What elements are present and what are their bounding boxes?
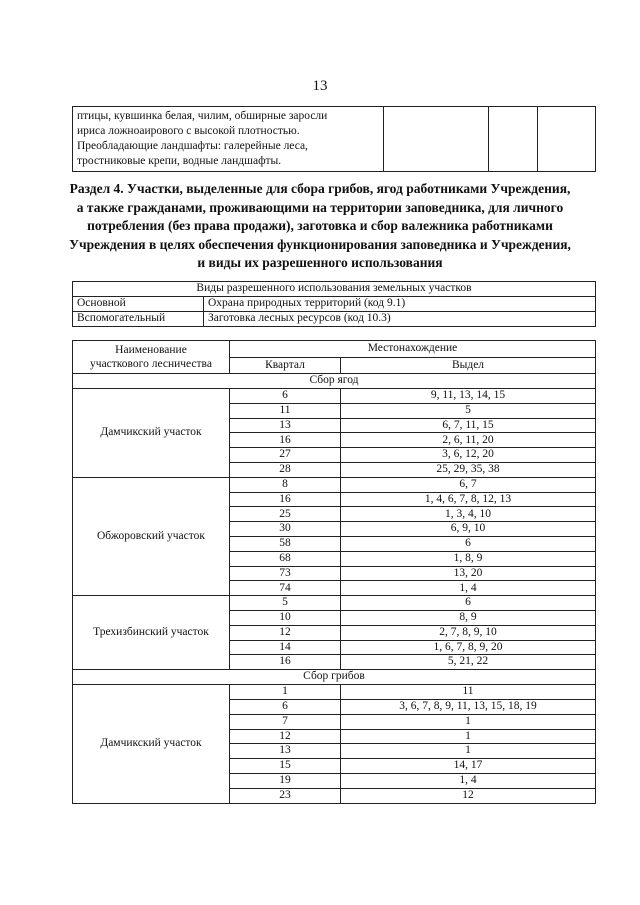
locations-table bbox=[72, 340, 596, 804]
vydel-cell: 1, 4 bbox=[341, 581, 596, 596]
header-name bbox=[73, 341, 230, 374]
vydel-cell: 1, 4 bbox=[341, 773, 596, 788]
forestry-area-name: Трехизбинский участок bbox=[73, 596, 230, 670]
vydel-cell: 9, 11, 13, 14, 15 bbox=[341, 389, 596, 404]
description-line: Преобладающие ландшафты: галерейные леса, bbox=[77, 140, 308, 152]
kvartal-cell: 13 bbox=[230, 418, 341, 433]
kvartal-cell: 23 bbox=[230, 788, 341, 803]
heading-line: Раздел 4. Участки, выделенные для сбора грибов, ягод работниками Учреждения, bbox=[69, 181, 571, 196]
table-row bbox=[73, 297, 596, 312]
vydel-cell: 1, 4, 6, 7, 8, 12, 13 bbox=[341, 492, 596, 507]
use-kind: Вспомогательный bbox=[73, 312, 204, 327]
forestry-area-name: Обжоровский участок bbox=[73, 477, 230, 595]
kvartal-cell: 68 bbox=[230, 551, 341, 566]
kvartal-cell: 6 bbox=[230, 699, 341, 714]
empty-cell bbox=[538, 107, 596, 172]
header-kvartal: Квартал bbox=[230, 357, 341, 374]
vydel-cell: 11 bbox=[341, 685, 596, 700]
kvartal-cell: 7 bbox=[230, 714, 341, 729]
page-number: 13 bbox=[312, 78, 328, 94]
kvartal-cell: 6 bbox=[230, 389, 341, 404]
vydel-cell: 6 bbox=[341, 536, 596, 551]
description-line: ириса ложноаирового с высокой плотностью. bbox=[77, 125, 300, 137]
kvartal-cell: 1 bbox=[230, 685, 341, 700]
kvartal-cell: 28 bbox=[230, 462, 341, 477]
kvartal-cell: 25 bbox=[230, 507, 341, 522]
section-row bbox=[73, 670, 596, 685]
kvartal-cell: 14 bbox=[230, 640, 341, 655]
vydel-cell: 1 bbox=[341, 714, 596, 729]
vydel-cell: 6 bbox=[341, 596, 596, 611]
section-title: Сбор грибов bbox=[73, 670, 596, 685]
kvartal-cell: 12 bbox=[230, 625, 341, 640]
kvartal-cell: 15 bbox=[230, 759, 341, 774]
empty-cell bbox=[384, 107, 489, 172]
vydel-cell: 1, 3, 4, 10 bbox=[341, 507, 596, 522]
empty-cell bbox=[489, 107, 538, 172]
vydel-cell: 6, 9, 10 bbox=[341, 522, 596, 537]
vydel-cell: 8, 9 bbox=[341, 610, 596, 625]
land-use-header: Виды разрешенного использования земельных участков bbox=[73, 282, 596, 297]
forestry-area-name: Дамчикский участок bbox=[73, 685, 230, 803]
kvartal-cell: 16 bbox=[230, 433, 341, 448]
kvartal-cell: 11 bbox=[230, 403, 341, 418]
kvartal-cell: 27 bbox=[230, 448, 341, 463]
vydel-cell: 3, 6, 7, 8, 9, 11, 13, 15, 18, 19 bbox=[341, 699, 596, 714]
kvartal-cell: 19 bbox=[230, 773, 341, 788]
description-line: птицы, кувшинка белая, чилим, обширные заросли bbox=[77, 110, 328, 122]
use-value: Охрана природных территорий (код 9.1) bbox=[204, 297, 596, 312]
vydel-cell: 3, 6, 12, 20 bbox=[341, 448, 596, 463]
forestry-area-name: Дамчикский участок bbox=[73, 389, 230, 478]
heading-line: потребления (без права продажи), заготовка и сбор валежника работниками bbox=[87, 218, 553, 233]
kvartal-cell: 58 bbox=[230, 536, 341, 551]
vydel-cell: 25, 29, 35, 38 bbox=[341, 462, 596, 477]
kvartal-cell: 73 bbox=[230, 566, 341, 581]
table-row bbox=[73, 282, 596, 297]
vydel-cell: 2, 7, 8, 9, 10 bbox=[341, 625, 596, 640]
use-value: Заготовка лесных ресурсов (код 10.3) bbox=[204, 312, 596, 327]
use-kind: Основной bbox=[73, 297, 204, 312]
section-title: Сбор ягод bbox=[73, 374, 596, 389]
vydel-cell: 1 bbox=[341, 729, 596, 744]
description-cell bbox=[73, 107, 384, 172]
vydel-cell: 5, 21, 22 bbox=[341, 655, 596, 670]
vydel-cell: 12 bbox=[341, 788, 596, 803]
table-header-row bbox=[73, 341, 596, 358]
description-line: тростниковые крепи, водные ландшафты. bbox=[77, 155, 282, 167]
continuation-table bbox=[72, 106, 596, 172]
vydel-cell: 1, 6, 7, 8, 9, 20 bbox=[341, 640, 596, 655]
table-row bbox=[73, 389, 596, 404]
heading-line: и виды их разрешенного использования bbox=[197, 255, 443, 270]
kvartal-cell: 74 bbox=[230, 581, 341, 596]
kvartal-cell: 16 bbox=[230, 655, 341, 670]
kvartal-cell: 16 bbox=[230, 492, 341, 507]
kvartal-cell: 30 bbox=[230, 522, 341, 537]
vydel-cell: 6, 7, 11, 15 bbox=[341, 418, 596, 433]
land-use-table bbox=[72, 281, 596, 327]
locations-body bbox=[73, 374, 596, 804]
header-name-line: Наименование bbox=[115, 344, 187, 356]
vydel-cell: 2, 6, 11, 20 bbox=[341, 433, 596, 448]
kvartal-cell: 10 bbox=[230, 610, 341, 625]
kvartal-cell: 12 bbox=[230, 729, 341, 744]
kvartal-cell: 13 bbox=[230, 744, 341, 759]
table-row bbox=[73, 107, 596, 172]
kvartal-cell: 8 bbox=[230, 477, 341, 492]
header-vydel: Выдел bbox=[341, 357, 596, 374]
vydel-cell: 1 bbox=[341, 744, 596, 759]
section-row bbox=[73, 374, 596, 389]
vydel-cell: 14, 17 bbox=[341, 759, 596, 774]
vydel-cell: 13, 20 bbox=[341, 566, 596, 581]
table-row bbox=[73, 477, 596, 492]
heading-line: а также гражданами, проживающими на территории заповедника, для личного bbox=[76, 199, 564, 215]
heading-line: Учреждения в целях обеспечения функционирования заповедника и Учреждения, bbox=[69, 236, 571, 252]
section-heading bbox=[56, 180, 584, 273]
vydel-cell: 1, 8, 9 bbox=[341, 551, 596, 566]
table-row bbox=[73, 596, 596, 611]
vydel-cell: 5 bbox=[341, 403, 596, 418]
kvartal-cell: 5 bbox=[230, 596, 341, 611]
header-location: Местонахождение bbox=[230, 341, 596, 358]
table-row bbox=[73, 685, 596, 700]
table-row bbox=[73, 312, 596, 327]
vydel-cell: 6, 7 bbox=[341, 477, 596, 492]
header-name-line: участкового лесничества bbox=[90, 358, 212, 370]
